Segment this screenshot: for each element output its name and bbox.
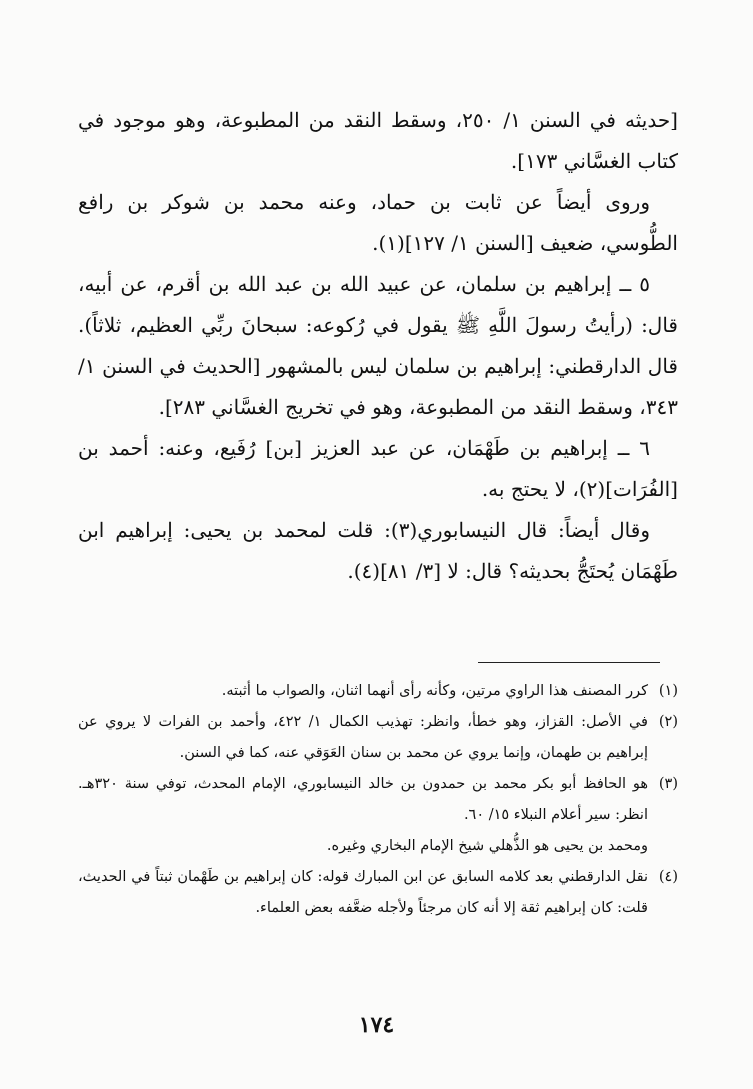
footnote-separator <box>478 662 660 663</box>
footnote-text: هو الحافظ أبو بكر محمد بن حمدون بن خالد النيسابوري، الإمام المحدث، توفي سنة ٣٢٠هـ. انظر: سير أعلام النبلاء ١٥/ ٦٠. <box>78 776 648 823</box>
paragraph-4-entry-6: ٦ ــ إبراهيم بن طَهْمَان، عن عبد العزيز [بن] رُفَيع، وعنه: أحمد بن [الفُرَات](٢)، لا يحتج به. <box>78 436 678 501</box>
footnote-number: (٢) <box>658 714 678 730</box>
main-text <box>78 100 678 592</box>
footnotes <box>78 676 678 924</box>
footnote-2 <box>78 707 678 769</box>
footnote-number: (٣) <box>658 776 678 792</box>
paragraph-5: وقال أيضاً: قال النيسابوري(٣): قلت لمحمد بن يحيى: إبراهيم ابن طَهْمَان يُحتَجُّ بحديثه؟ قال: لا [٣/ ٨١](٤). <box>78 518 678 583</box>
footnote-text: في الأصل: القزاز، وهو خطأ، وانظر: تهذيب الكمال ١/ ٤٢٢، وأحمد بن الفرات لا يروي عن إبراهيم بن طهمان، وإنما يروي عن محمد بن سنان العَوَقي عنه، كما في السنن. <box>78 714 648 761</box>
footnote-1 <box>78 676 678 707</box>
footnote-3-continuation: ومحمد بن يحيى هو الذُّهلي شيخ الإمام البخاري وغيره. <box>326 838 648 854</box>
paragraph-1: [حديثه في السنن ١/ ٢٥٠، وسقط النقد من المطبوعة، وهو موجود في كتاب الغسَّاني ١٧٣]. <box>78 108 678 173</box>
footnote-text: كرر المصنف هذا الراوي مرتين، وكأنه رأى أنهما اثنان، والصواب ما أثبته. <box>221 683 648 699</box>
paragraph-3-entry-5: ٥ ــ إبراهيم بن سلمان، عن عبيد الله بن عبد الله بن أقرم، عن أبيه، قال: (رأيتُ رسولَ اللَّهِ ﷺ يقول في رُكوعه: سبحانَ ربِّي العظيم، ثلاثاً). قال الدارقطني: إبراهيم بن سلمان ليس بالمشهور [الحديث في السنن ١/ ٣٤٣، وسقط النقد من المطبوعة، وهو في تخريج الغسَّاني ٢٨٣]. <box>78 272 678 419</box>
page-number: ١٧٤ <box>358 1012 395 1038</box>
footnote-number: (٤) <box>658 869 678 885</box>
footnote-4 <box>78 862 678 924</box>
footnote-text: نقل الدارقطني بعد كلامه السابق عن ابن المبارك قوله: كان إبراهيم بن طَهْمان ثبتاً في الحديث، قلت: كان إبراهيم ثقة إلا أنه كان مرجئاً ولأجله ضعَّفه بعض العلماء. <box>78 869 648 916</box>
footnote-number: (١) <box>658 683 678 699</box>
footnote-3 <box>78 769 678 831</box>
paragraph-2: وروى أيضاً عن ثابت بن حماد، وعنه محمد بن شوكر بن رافع الطُّوسي، ضعيف [السنن ١/ ١٢٧](١). <box>78 190 678 255</box>
